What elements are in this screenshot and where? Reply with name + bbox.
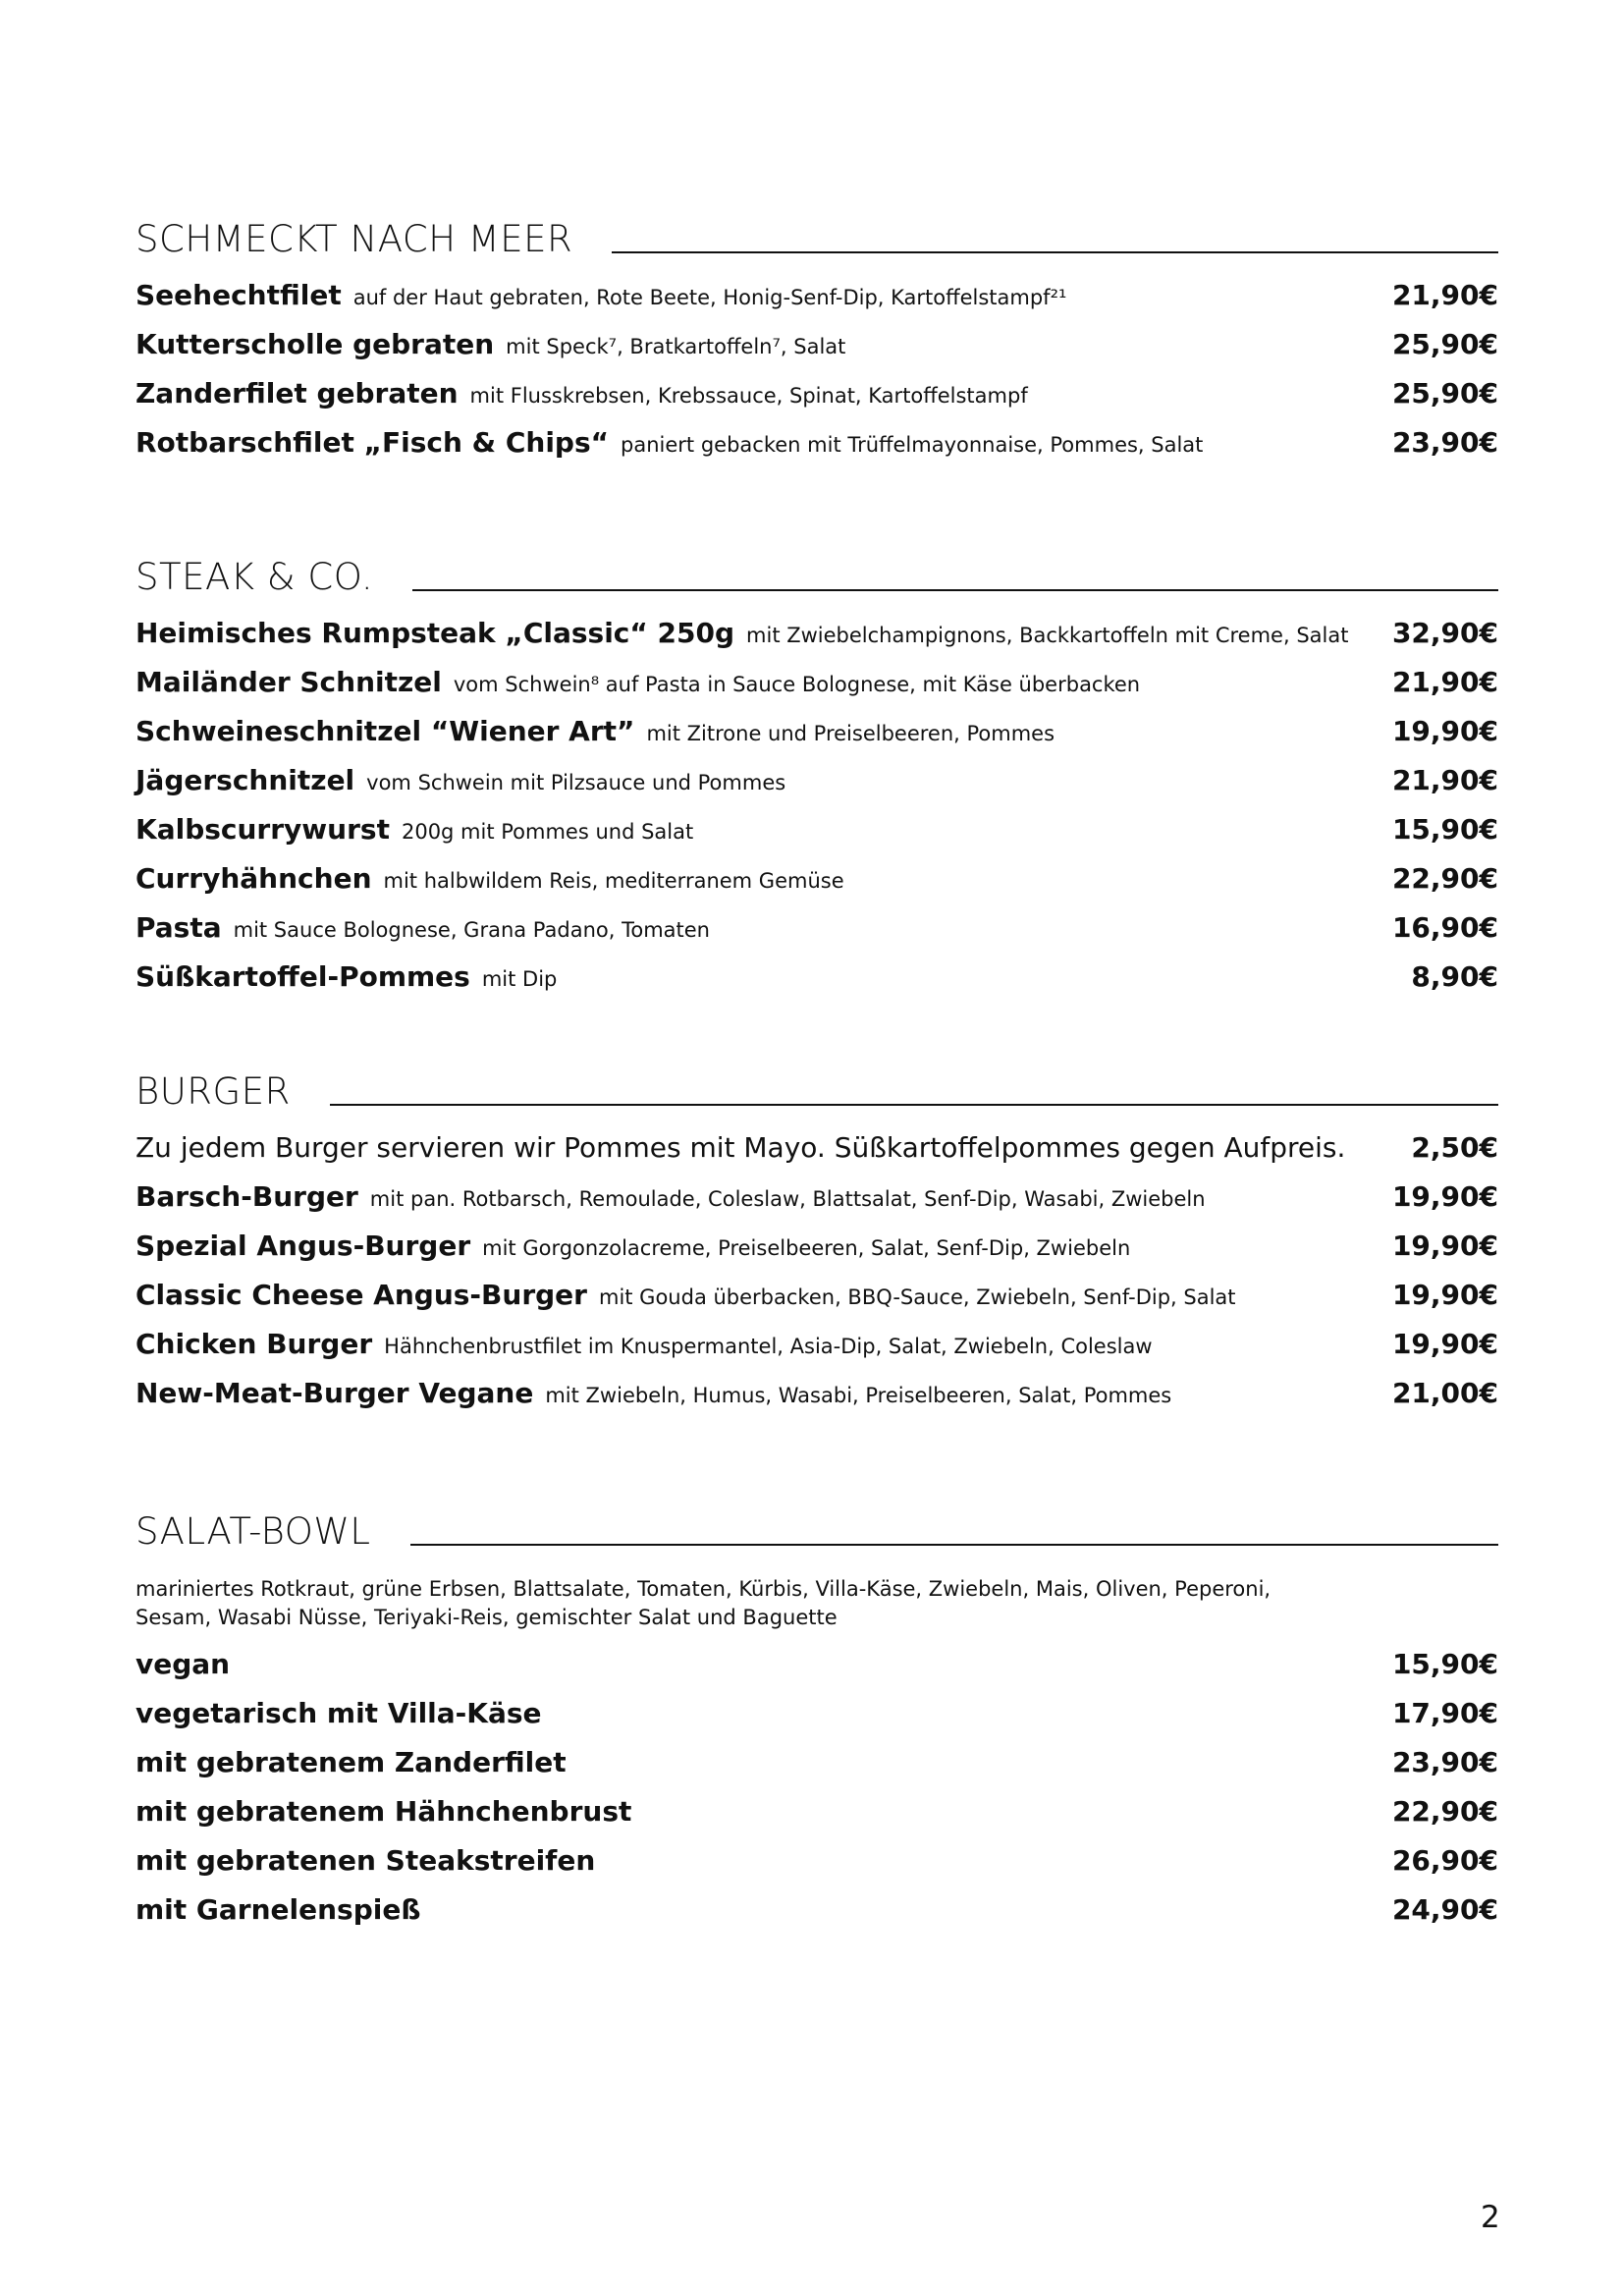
- menu-item: [135, 617, 1498, 666]
- item-name: mit Garnelenspieß: [135, 1893, 421, 1926]
- item-name: mit gebratenen Steakstreifen: [135, 1844, 596, 1877]
- menu-item: [135, 960, 1498, 1010]
- menu-item: [135, 1648, 1498, 1697]
- item-list: [135, 1131, 1498, 1426]
- menu-item: [135, 1893, 1498, 1942]
- menu-item: [135, 813, 1498, 862]
- item-name: vegetarisch mit Villa-Käse: [135, 1697, 542, 1729]
- item-left: [135, 1746, 567, 1778]
- item-left: [135, 279, 1066, 311]
- section-header: [135, 1495, 1498, 1553]
- item-price: 21,90€: [1391, 279, 1498, 311]
- item-list: [135, 1648, 1498, 1942]
- item-left: [135, 1893, 420, 1926]
- menu-item: [135, 715, 1498, 764]
- item-price: 22,90€: [1391, 862, 1498, 895]
- item-price: 22,90€: [1391, 1795, 1498, 1828]
- item-name: mit gebratenem Hähnchenbrust: [135, 1795, 632, 1828]
- section-burger: [135, 1055, 1498, 1426]
- item-name: Kutterscholle gebraten: [135, 328, 495, 360]
- section-header: [135, 1055, 1498, 1113]
- menu-item: [135, 1230, 1498, 1279]
- item-left: [135, 764, 785, 796]
- salad-intro: mariniertes Rotkraut, grüne Erbsen, Blattsalate, Tomaten, Kürbis, Villa-Käse, Zwiebeln, Mais, Oliven, Peperoni, Sesam, Wasabi Nüsse, Teriyaki-Reis, gemischter Salat und Baguette: [135, 1577, 1271, 1629]
- note-price: 2,50€: [1411, 1131, 1498, 1164]
- item-left: [135, 1648, 230, 1680]
- item-price: 21,00€: [1391, 1377, 1498, 1409]
- item-left: [135, 426, 1203, 459]
- menu-item: [135, 1180, 1498, 1230]
- item-list: [135, 279, 1498, 475]
- section-rule: [330, 1104, 1498, 1106]
- item-left: [135, 960, 557, 993]
- menu-item: [135, 1279, 1498, 1328]
- menu-item: [135, 426, 1498, 475]
- menu-item: [135, 1328, 1498, 1377]
- item-desc: vom Schwein⁸ auf Pasta in Sauce Bolognese, mit Käse überbacken: [453, 673, 1141, 696]
- item-price: 19,90€: [1391, 1180, 1498, 1213]
- item-name: Rotbarschfilet „Fisch & Chips“: [135, 426, 610, 459]
- item-left: [135, 1180, 1206, 1213]
- item-desc: Hähnchenbrustfilet im Knuspermantel, Asia-Dip, Salat, Zwiebeln, Coleslaw: [384, 1335, 1153, 1358]
- item-desc: mit pan. Rotbarsch, Remoulade, Coleslaw, Blattsalat, Senf-Dip, Wasabi, Zwiebeln: [369, 1187, 1206, 1211]
- item-name: Spezial Angus-Burger: [135, 1230, 471, 1262]
- section-header: [135, 540, 1498, 598]
- item-price: 23,90€: [1391, 426, 1498, 459]
- item-left: [135, 911, 710, 944]
- item-left: [135, 1279, 1236, 1311]
- menu-item: [135, 377, 1498, 426]
- menu-item: [135, 666, 1498, 715]
- item-name: Schweineschnitzel “Wiener Art”: [135, 715, 635, 747]
- item-desc: 200g mit Pommes und Salat: [401, 820, 694, 844]
- item-left: [135, 377, 1028, 410]
- item-name: Zanderfilet gebraten: [135, 377, 459, 410]
- item-left: [135, 862, 844, 895]
- item-price: 32,90€: [1391, 617, 1498, 649]
- item-desc: mit Speck⁷, Bratkartoffeln⁷, Salat: [506, 335, 846, 358]
- item-price: 15,90€: [1391, 813, 1498, 846]
- item-name: Seehechtfilet: [135, 279, 342, 311]
- item-price: 21,90€: [1391, 764, 1498, 796]
- menu-item: [135, 1697, 1498, 1746]
- menu-item: [135, 328, 1498, 377]
- item-name: Mailänder Schnitzel: [135, 666, 442, 698]
- item-price: 17,90€: [1391, 1697, 1498, 1729]
- item-name: Pasta: [135, 911, 222, 944]
- item-left: [135, 1697, 542, 1729]
- item-desc: paniert gebacken mit Trüffelmayonnaise, Pommes, Salat: [621, 433, 1204, 457]
- section-fish: [135, 202, 1498, 475]
- item-name: New-Meat-Burger Vegane: [135, 1377, 534, 1409]
- item-name: vegan: [135, 1648, 231, 1680]
- section-steak: [135, 540, 1498, 1010]
- item-list: [135, 617, 1498, 1010]
- item-price: 19,90€: [1391, 715, 1498, 747]
- item-name: mit gebratenem Zanderfilet: [135, 1746, 567, 1778]
- item-name: Chicken Burger: [135, 1328, 373, 1360]
- item-name: Kalbscurrywurst: [135, 813, 390, 846]
- item-price: 25,90€: [1391, 328, 1498, 360]
- item-name: Curryhähnchen: [135, 862, 372, 895]
- item-name: Classic Cheese Angus-Burger: [135, 1279, 587, 1311]
- item-left: [135, 666, 1140, 698]
- note-text: Zu jedem Burger servieren wir Pommes mit Mayo. Süßkartoffelpommes gegen Aufpreis.: [135, 1131, 1346, 1164]
- menu-item: [135, 862, 1498, 911]
- section-title: SALAT-BOWL: [135, 1510, 371, 1553]
- item-desc: mit Flusskrebsen, Krebssauce, Spinat, Kartoffelstampf: [469, 384, 1028, 408]
- item-name: Süßkartoffel-Pommes: [135, 960, 470, 993]
- menu-item: [135, 279, 1498, 328]
- item-name: Heimisches Rumpsteak „Classic“ 250g: [135, 617, 735, 649]
- section-rule: [612, 251, 1498, 253]
- section-salad: [135, 1495, 1498, 1942]
- item-desc: mit Zitrone und Preiselbeeren, Pommes: [646, 722, 1055, 745]
- menu-item: [135, 1377, 1498, 1426]
- item-desc: auf der Haut gebraten, Rote Beete, Honig-Senf-Dip, Kartoffelstampf²¹: [352, 286, 1067, 309]
- item-desc: mit Gorgonzolacreme, Preiselbeeren, Salat, Senf-Dip, Zwiebeln: [482, 1236, 1131, 1260]
- item-desc: vom Schwein mit Pilzsauce und Pommes: [366, 771, 786, 794]
- item-desc: mit Zwiebelchampignons, Backkartoffeln mit Creme, Salat: [746, 624, 1349, 647]
- item-left: [135, 1328, 1153, 1360]
- item-desc: mit Sauce Bolognese, Grana Padano, Tomaten: [233, 918, 710, 942]
- item-desc: mit Zwiebeln, Humus, Wasabi, Preiselbeeren, Salat, Pommes: [545, 1384, 1172, 1407]
- item-left: [135, 617, 1348, 649]
- item-left: [135, 813, 693, 846]
- section-rule: [412, 589, 1498, 591]
- menu-item: [135, 764, 1498, 813]
- item-desc: mit Gouda überbacken, BBQ-Sauce, Zwiebeln, Senf-Dip, Salat: [598, 1285, 1236, 1309]
- item-price: 24,90€: [1391, 1893, 1498, 1926]
- item-price: 19,90€: [1391, 1328, 1498, 1360]
- item-desc: mit Dip: [481, 967, 558, 991]
- item-price: 26,90€: [1391, 1844, 1498, 1877]
- page-number: 2: [1481, 2200, 1500, 2235]
- section-rule: [410, 1544, 1498, 1546]
- item-price: 15,90€: [1391, 1648, 1498, 1680]
- menu-item: [135, 1795, 1498, 1844]
- item-price: 21,90€: [1391, 666, 1498, 698]
- item-price: 23,90€: [1391, 1746, 1498, 1778]
- item-left: [135, 1795, 631, 1828]
- item-desc: mit halbwildem Reis, mediterranem Gemüse: [383, 869, 844, 893]
- menu-item: [135, 911, 1498, 960]
- menu-item: [135, 1844, 1498, 1893]
- item-price: 8,90€: [1411, 960, 1498, 993]
- section-title: SCHMECKT NACH MEER: [135, 218, 573, 260]
- burger-note: [135, 1131, 1498, 1180]
- item-price: 19,90€: [1391, 1230, 1498, 1262]
- item-price: 16,90€: [1391, 911, 1498, 944]
- item-left: [135, 1844, 595, 1877]
- item-price: 19,90€: [1391, 1279, 1498, 1311]
- section-title: STEAK & CO.: [135, 556, 374, 598]
- menu-item: [135, 1746, 1498, 1795]
- item-left: [135, 715, 1055, 747]
- item-name: Jägerschnitzel: [135, 764, 355, 796]
- section-header: [135, 202, 1498, 260]
- item-price: 25,90€: [1391, 377, 1498, 410]
- item-left: [135, 1377, 1171, 1409]
- item-left: [135, 1230, 1130, 1262]
- section-title: BURGER: [135, 1070, 291, 1113]
- item-left: [135, 328, 845, 360]
- item-name: Barsch-Burger: [135, 1180, 358, 1213]
